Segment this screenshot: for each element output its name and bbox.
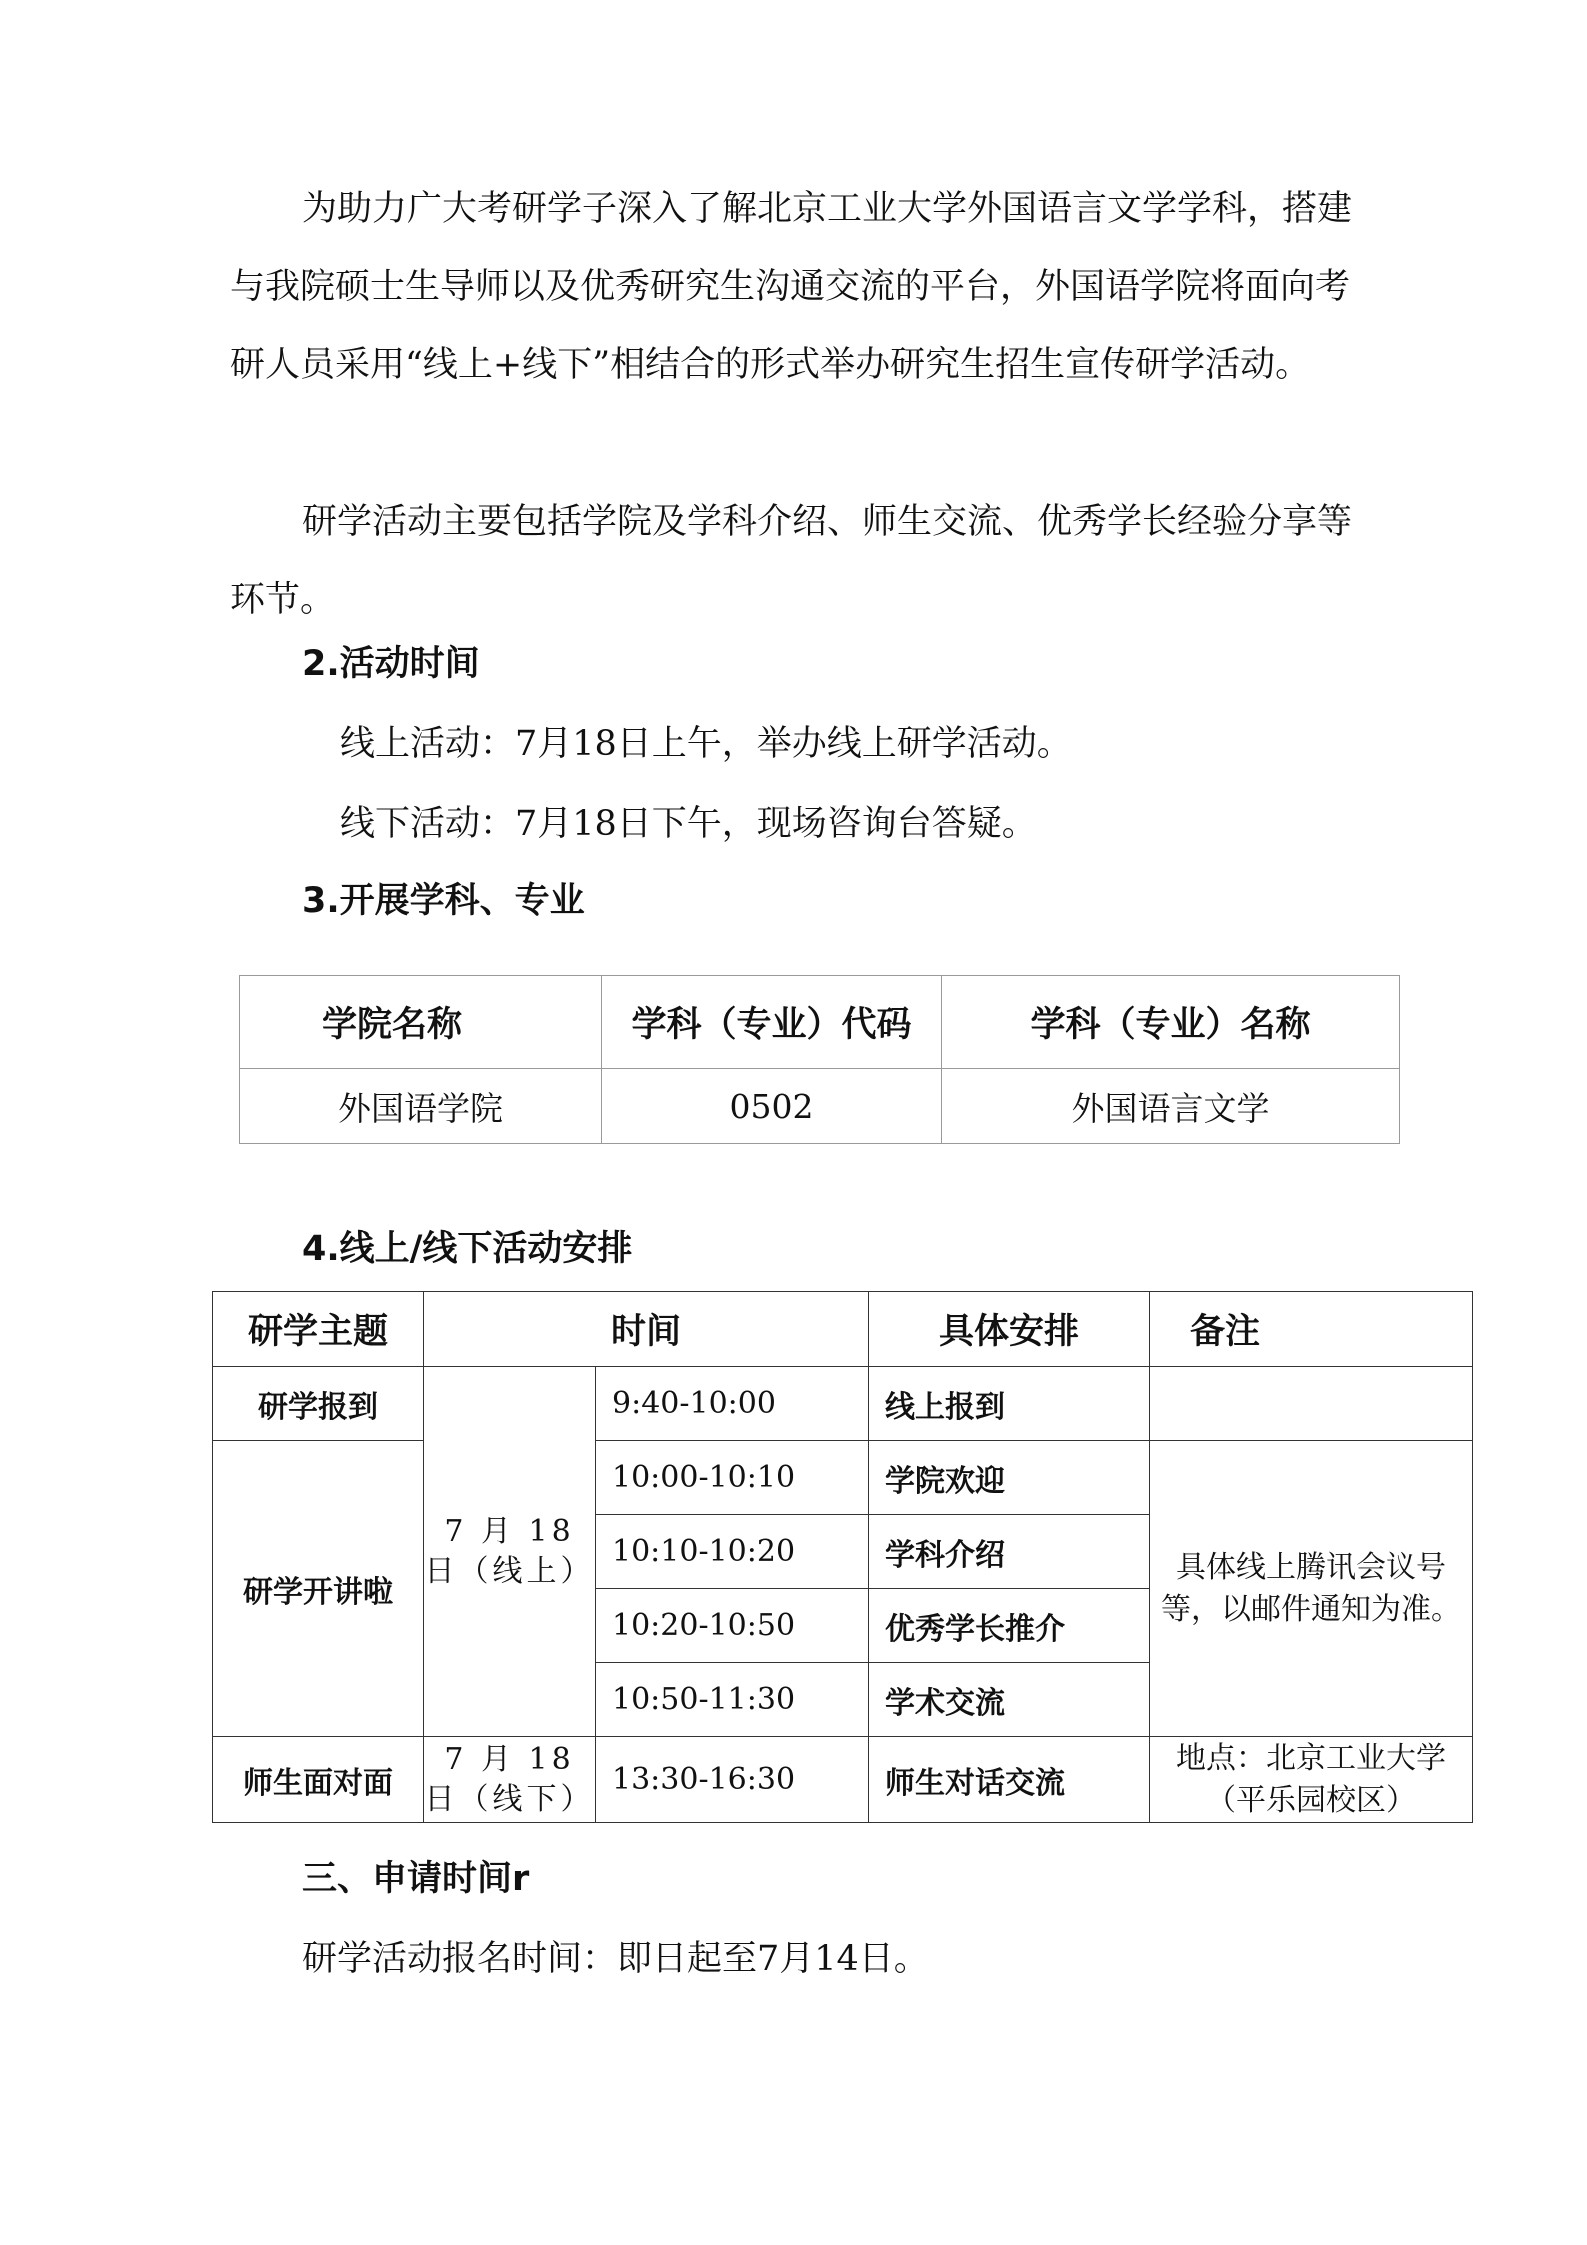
remarks-online: 具体线上腾讯会议号等，以邮件通知为准。 <box>1150 1441 1473 1737</box>
topic-lecture: 研学开讲啦 <box>213 1441 424 1737</box>
discipline-table <box>239 975 1400 1144</box>
section-heading-apply: 三、申请时间r <box>302 1859 530 1899</box>
header-college-name: 学院名称 <box>240 976 602 1069</box>
cell-discipline-name: 外国语言文学 <box>942 1069 1400 1144</box>
arrangement-item: 学科介绍 <box>869 1515 1150 1589</box>
header-discipline-name: 学科（专业）名称 <box>942 976 1400 1069</box>
arrangement-item: 师生对话交流 <box>869 1737 1150 1823</box>
header-arrangement: 具体安排 <box>869 1292 1150 1367</box>
arrangement-item: 学术交流 <box>869 1663 1150 1737</box>
time-slot: 9:40-10:00 <box>596 1367 869 1441</box>
section-heading-schedule: 4.线上/线下活动安排 <box>302 1229 633 1269</box>
remarks-empty <box>1150 1367 1473 1441</box>
section-heading-time: 2.活动时间 <box>302 644 480 684</box>
section-heading-discipline: 3.开展学科、专业 <box>302 881 585 921</box>
apply-time-text: 研学活动报名时间：即日起至7月14日。 <box>302 1939 929 1979</box>
intro-paragraph-1: 为助力广大考研学子深入了解北京工业大学外国语言文学学科，搭建与我院硕士生导师以及优秀研究生沟通交流的平台，外国语学院将面向考研人员采用“线上+线下”相结合的形式举办研究生招生宣传研学活动。 <box>230 189 1353 385</box>
header-remarks: 备注 <box>1150 1292 1473 1367</box>
time-slot: 10:00-10:10 <box>596 1441 869 1515</box>
date-online: 7 月 18 日（线上） <box>424 1367 596 1737</box>
arrangement-item: 学院欢迎 <box>869 1441 1150 1515</box>
schedule-table <box>212 1291 1473 1823</box>
intro-paragraph-2: 研学活动主要包括学院及学科介绍、师生交流、优秀学长经验分享等环节。 <box>230 502 1353 620</box>
cell-college-name: 外国语学院 <box>240 1069 602 1144</box>
header-topic: 研学主题 <box>213 1292 424 1367</box>
cell-discipline-code: 0502 <box>602 1069 942 1144</box>
time-slot: 13:30-16:30 <box>596 1737 869 1823</box>
topic-face-to-face: 师生面对面 <box>213 1737 424 1823</box>
arrangement-item: 优秀学长推介 <box>869 1589 1150 1663</box>
time-slot: 10:10-10:20 <box>596 1515 869 1589</box>
time-slot: 10:50-11:30 <box>596 1663 869 1737</box>
arrangement-item: 线上报到 <box>869 1367 1150 1441</box>
online-activity-text: 线上活动：7月18日上午，举办线上研学活动。 <box>340 724 1072 764</box>
date-offline: 7 月 18 日（线下） <box>424 1737 596 1823</box>
offline-activity-text: 线下活动：7月18日下午，现场咨询台答疑。 <box>340 804 1037 844</box>
header-discipline-code: 学科（专业）代码 <box>602 976 942 1069</box>
time-slot: 10:20-10:50 <box>596 1589 869 1663</box>
remarks-offline: 地点：北京工业大学（平乐园校区） <box>1150 1737 1473 1823</box>
topic-checkin: 研学报到 <box>213 1367 424 1441</box>
header-time: 时间 <box>424 1292 869 1367</box>
